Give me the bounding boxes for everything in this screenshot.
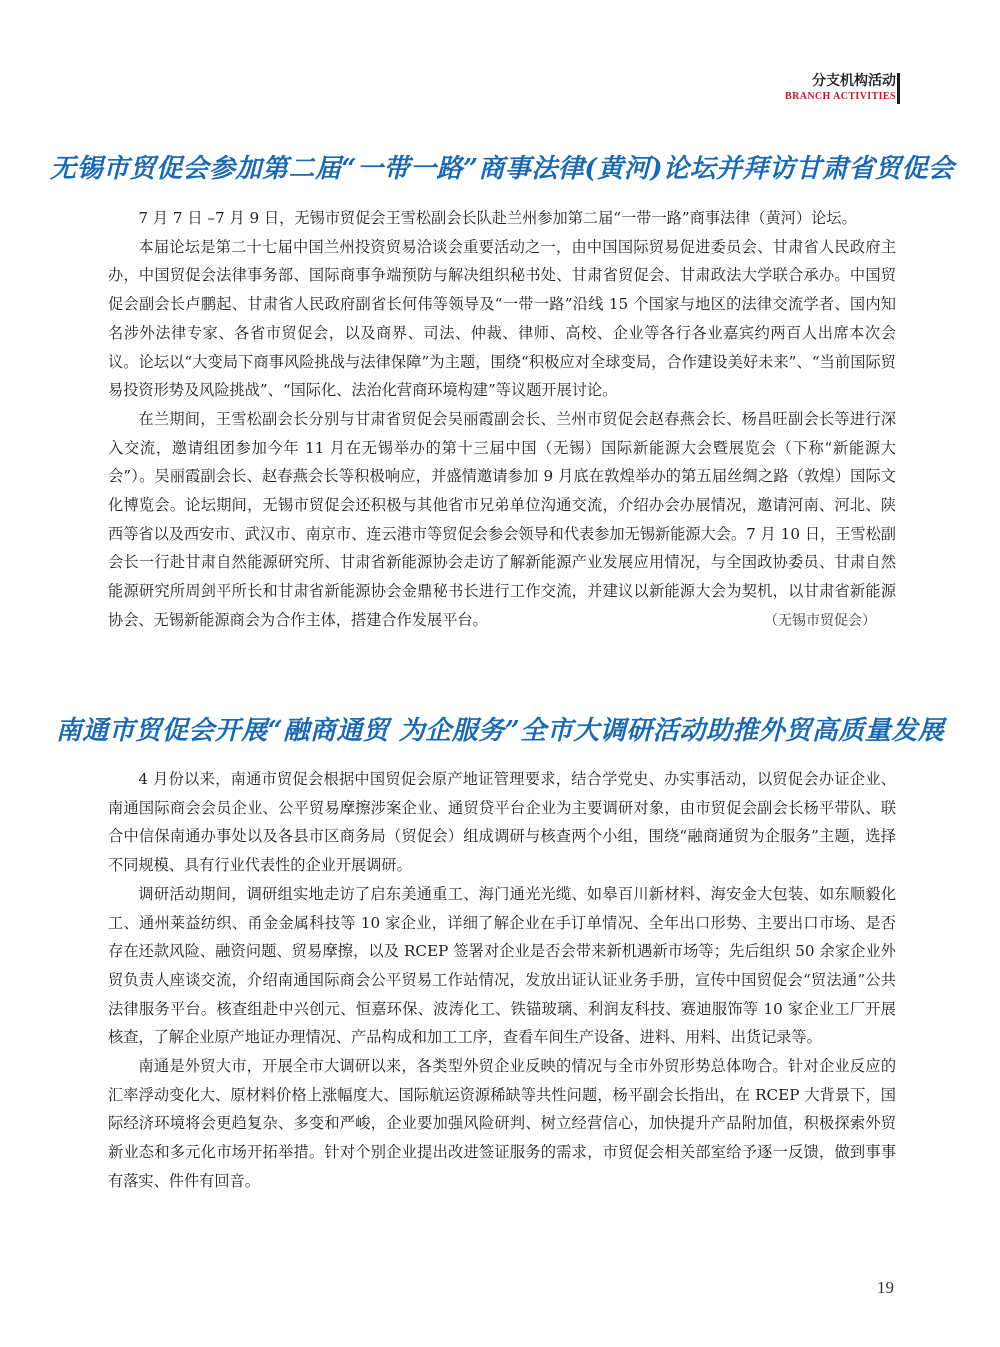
- header-divider-bar: [897, 73, 900, 104]
- section-title: 分支机构活动: [812, 73, 896, 89]
- article-2-paragraph: 南通是外贸大市，开展全市大调研以来，各类型外贸企业反映的情况与全市外贸形势总体吻合。针对企业反应的汇率浮动变化大、原材料价格上涨幅度大、国际航运资源稀缺等共性问题，杨平副会长指出，在 RCEP 大背景下，国际经济环境将会更趋复杂、多变和严峻，企业要加强风险研判、树立经营信心，加快提升产品附加值，积极探索外贸新业态和多元化市场开拓举措。针对个别企业提出改进签证服务的需求，市贸促会相关部室给予逐一反馈，做到事事有落实、件件有回音。: [108, 1057, 896, 1190]
- article-1-title: 无锡市贸促会参加第二届“一带一路”商事法律(黄河)论坛并拜访甘肃省贸促会: [50, 154, 955, 184]
- article-2-paragraph: 调研活动期间，调研组实地走访了启东美通重工、海门通光光缆、如皋百川新材料、海安金大包装、如东顺毅化工、通州莱益纺织、甬金金属科技等 10 家企业，详细了解企业在手订单情况、全年出口形势、主要出口市场、是否存在还款风险、融资问题、贸易摩擦，以及 RCEP 签署对企业是否会带来新机遇新市场等；先后组织 50 余家企业外贸负责人座谈交流，介绍南通国际商会公平贸易工作站情况，发放出证认证业务手册，宣传中国贸促会“贸法通”公共法律服务平台。核查组赴中兴创元、恒嘉环保、波涛化工、铁锚玻璃、利润友科技、赛迪服饰等 10 家企业工厂开展核查，了解企业原产地证办理情况、产品构成和加工工序，查看车间生产设备、进料、用料、出货记录等。: [108, 884, 896, 1047]
- page-number: 19: [877, 1278, 894, 1297]
- section-header: [785, 72, 896, 103]
- article-1-paragraph: 本届论坛是第二十七届中国兰州投资贸易洽谈会重要活动之一，由中国国际贸易促进委员会、甘肃省人民政府主办，中国贸促会法律事务部、国际商事争端预防与解决组织秘书处、甘肃省贸促会、甘肃政法大学联合承办。中国贸促会副会长卢鹏起、甘肃省人民政府副省长何伟等领导及“一带一路”沿线 15 个国家与地区的法律交流学者、国内知名涉外法律专家、各省市贸促会，以及商界、司法、仲裁、律师、高校、企业等各行各业嘉宾约两百人出席本次会议。论坛以“大变局下商事风险挑战与法律保障”为主题，围绕“积极应对全球变局，合作建设美好未来”、“当前国际贸易投资形势及风险挑战”、“国际化、法治化营商环境构建”等议题开展讨论。: [108, 237, 896, 400]
- article-1-paragraph: 在兰期间，王雪松副会长分别与甘肃省贸促会吴丽霞副会长、兰州市贸促会赵春燕会长、杨昌旺副会长等进行深入交流，邀请组团参加今年 11 月在无锡举办的第十三届中国（无锡）国际新能源大会暨展览会（下称“新能源大会”）。吴丽霞副会长、赵春燕会长等积极响应，并盛情邀请参加 9 月底在敦煌举办的第五届丝绸之路（敦煌）国际文化博览会。论坛期间，无锡市贸促会还积极与其他省市兄弟单位沟通交流，介绍办会办展情况，邀请河南、河北、陕西等省以及西安市、武汉市、南京市、连云港市等贸促会参会领导和代表参加无锡新能源大会。7 月 10 日，王雪松副会长一行赴甘肃自然能源研究所、甘肃省新能源协会走访了解新能源产业发展应用情况，与全国政协委员、甘肃自然能源研究所周剑平所长和甘肃省新能源协会金鼎秘书长进行工作交流，并建议以新能源大会为契机，以甘肃省新能源协会、无锡新能源商会为合作主体，搭建合作发展平台。: [108, 409, 896, 629]
- article-1-body: [108, 204, 896, 635]
- article-1-paragraph: 7 月 7 日 –7 月 9 日，无锡市贸促会王雪松副会长队赴兰州参加第二届“一带一路”商事法律（黄河）论坛。: [138, 209, 857, 227]
- section-title-english: BRANCH ACTIVITIES: [785, 91, 896, 102]
- article-1-source: （无锡市贸促会）: [764, 612, 876, 629]
- article-2-paragraph: 4 月份以来，南通市贸促会根据中国贸促会原产地证管理要求，结合学党史、办实事活动，以贸促会办证企业、南通国际商会会员企业、公平贸易摩擦涉案企业、通贸贷平台企业为主要调研对象，由市贸促会副会长杨平带队、联合中信保南通办事处以及各县市区商务局（贸促会）组成调研与核查两个小组，围绕“融商通贸为企服务”主题，选择不同规模、具有行业代表性的企业开展调研。: [108, 770, 896, 875]
- article-2-title: 南通市贸促会开展“融商通贸 为企服务”全市大调研活动助推外贸高质量发展: [55, 716, 945, 746]
- article-2-body: [108, 765, 896, 1196]
